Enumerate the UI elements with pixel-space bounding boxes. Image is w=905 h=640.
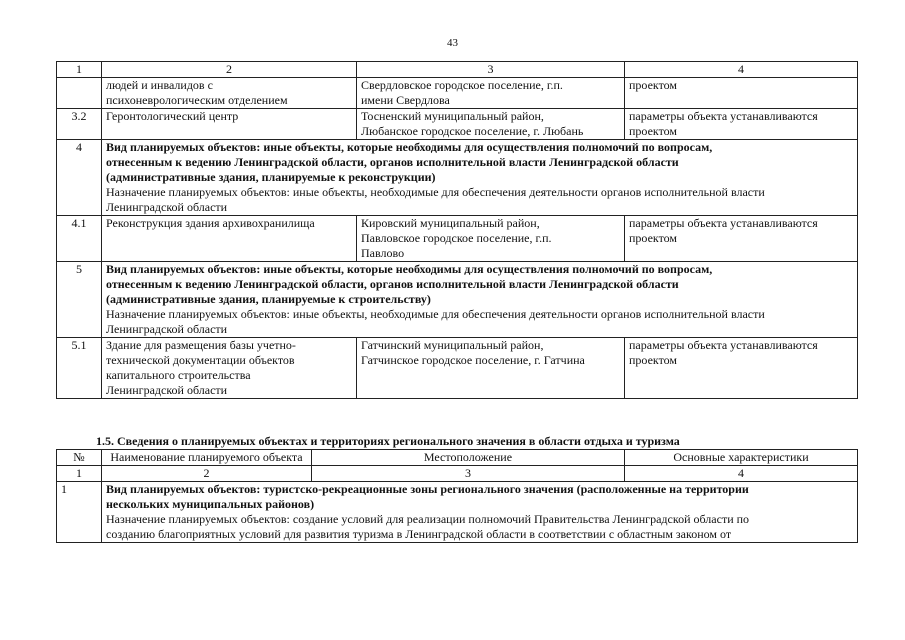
- tourism-objects-table: [56, 449, 858, 543]
- row-number: 3.2: [57, 109, 102, 140]
- group-row: [57, 262, 858, 338]
- group-number: 5: [57, 262, 102, 338]
- group-heading: отнесенным к ведению Ленинградской области, органов исполнительной власти Ленинградской области: [106, 155, 679, 169]
- group-purpose: Ленинградской области: [106, 200, 228, 214]
- objects-table: [56, 61, 858, 399]
- object-characteristics: параметры объекта устанавливаются проектом: [625, 338, 858, 399]
- header-number: №: [57, 450, 102, 466]
- col-number-1: 1: [57, 62, 102, 78]
- row-number: [57, 78, 102, 109]
- group-heading: (административные здания, планируемые к строительству): [106, 292, 431, 306]
- object-location: Свердловское городское поселение, г.п. имени Свердлова: [357, 78, 625, 109]
- object-location: Кировский муниципальный район, Павловское городское поселение, г.п. Павлово: [357, 216, 625, 262]
- group-description: [102, 482, 858, 543]
- group-purpose: Ленинградской области: [106, 322, 228, 336]
- page-number: 43: [447, 37, 458, 49]
- group-row: [57, 482, 858, 543]
- col-number-2: 2: [102, 62, 357, 78]
- object-name: людей и инвалидов с психоневрологическим отделением: [102, 78, 357, 109]
- header-name: Наименование планируемого объекта: [102, 450, 312, 466]
- col-number-2: 2: [102, 466, 312, 482]
- group-purpose: созданию благоприятных условий для развития туризма в Ленинградской области в соответствии с областным законом от: [106, 527, 732, 541]
- group-number: 4: [57, 140, 102, 216]
- column-number-row: [57, 62, 858, 78]
- header-characteristics: Основные характеристики: [625, 450, 858, 466]
- group-purpose: Назначение планируемых объектов: иные объекты, необходимые для обеспечения деятельности органов исполнительной власти: [106, 307, 765, 321]
- group-purpose: Назначение планируемых объектов: иные объекты, необходимые для обеспечения деятельности органов исполнительной власти: [106, 185, 765, 199]
- group-heading: (административные здания, планируемые к реконструкции): [106, 170, 436, 184]
- table-row: [57, 78, 858, 109]
- object-characteristics: проектом: [625, 78, 858, 109]
- group-purpose: Назначение планируемых объектов: создание условий для реализации полномочий Правительства Ленинградской области по: [106, 512, 750, 526]
- group-description: [102, 262, 858, 338]
- group-heading: нескольких муниципальных районов): [106, 497, 315, 511]
- table-row: [57, 216, 858, 262]
- table-row: [57, 109, 858, 140]
- group-row: [57, 140, 858, 216]
- row-number: 4.1: [57, 216, 102, 262]
- col-number-3: 3: [357, 62, 625, 78]
- section-title: 1.5. Сведения о планируемых объектах и территориях регионального значения в области отдыха и туризма: [96, 434, 680, 448]
- group-heading: Вид планируемых объектов: иные объекты, которые необходимы для осуществления полномочий по вопросам,: [106, 140, 713, 154]
- group-heading: отнесенным к ведению Ленинградской области, органов исполнительной власти Ленинградской области: [106, 277, 679, 291]
- object-characteristics: параметры объекта устанавливаются проектом: [625, 109, 858, 140]
- group-heading: Вид планируемых объектов: иные объекты, которые необходимы для осуществления полномочий по вопросам,: [106, 262, 713, 276]
- object-name: Здание для размещения базы учетно- технической документации объектов капитального строительства Ленинградской области: [102, 338, 357, 399]
- table-row: [57, 338, 858, 399]
- col-number-4: 4: [625, 466, 858, 482]
- col-number-3: 3: [312, 466, 625, 482]
- object-characteristics: параметры объекта устанавливаются проектом: [625, 216, 858, 262]
- object-name: Реконструкция здания архивохранилища: [102, 216, 357, 262]
- object-name: Геронтологический центр: [102, 109, 357, 140]
- col-number-1: 1: [57, 466, 102, 482]
- header-location: Местоположение: [312, 450, 625, 466]
- group-description: [102, 140, 858, 216]
- col-number-4: 4: [625, 62, 858, 78]
- group-heading: Вид планируемых объектов: туристско-рекреационные зоны регионального значения (расположенные на территории: [106, 482, 749, 496]
- column-number-row: [57, 466, 858, 482]
- row-number: 5.1: [57, 338, 102, 399]
- header-row: [57, 450, 858, 466]
- group-number: 1: [57, 482, 102, 543]
- object-location: Гатчинский муниципальный район, Гатчинское городское поселение, г. Гатчина: [357, 338, 625, 399]
- object-location: Тосненский муниципальный район, Любанское городское поселение, г. Любань: [357, 109, 625, 140]
